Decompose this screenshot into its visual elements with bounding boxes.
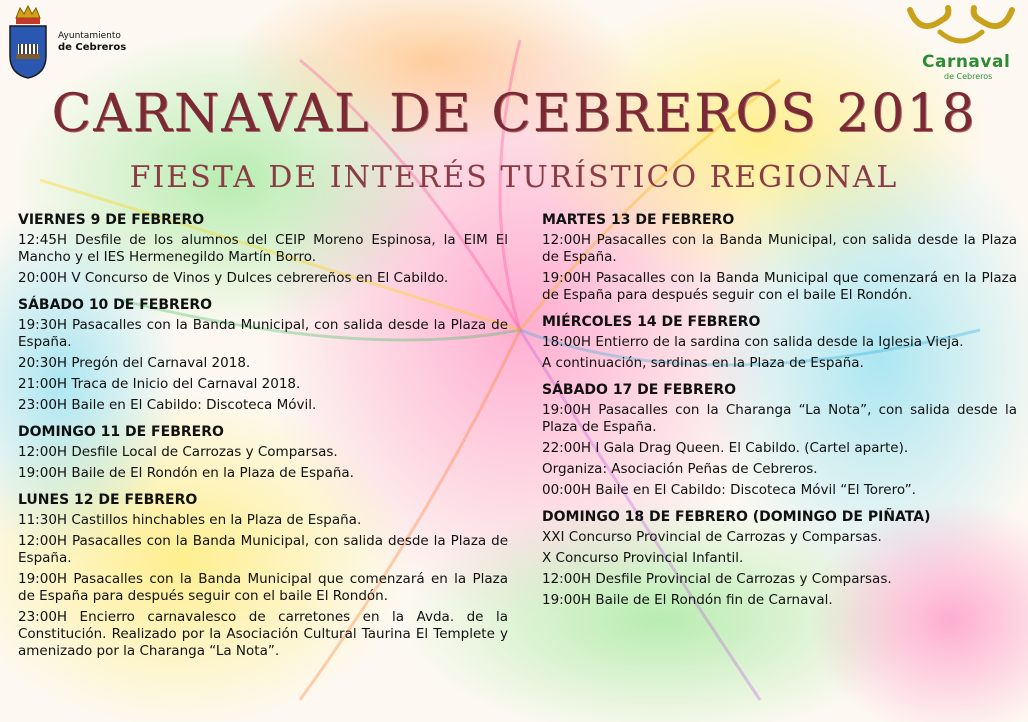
day-block [542, 212, 1017, 304]
event-item: 12:00H Pasacalles con la Banda Municipal, con salida desde la Plaza de España. [542, 232, 1017, 265]
event-item: 12:00H Desfile Local de Carrozas y Comparsas. [18, 444, 338, 460]
day-block [18, 492, 508, 660]
event-item: 12:00H Pasacalles con la Banda Municipal, con salida desde la Plaza de España. [18, 533, 508, 566]
logo-subtitle: de Cebreros [944, 72, 993, 81]
day-heading: MARTES 13 DE FEBRERO [542, 212, 735, 228]
event-item: 19:00H Baile de El Rondón fin de Carnaval. [542, 592, 833, 608]
event-item: 19:00H Baile de El Rondón en la Plaza de España. [18, 465, 354, 481]
day-heading: VIERNES 9 DE FEBRERO [18, 212, 205, 228]
event-item: 22:00H I Gala Drag Queen. El Cabildo. (Cartel aparte). [542, 440, 909, 456]
event-item: 19:30H Pasacalles con la Banda Municipal, con salida desde la Plaza de España. [18, 317, 508, 350]
day-heading: SÁBADO 10 DE FEBRERO [18, 297, 213, 313]
schedule-left-column [18, 212, 508, 670]
event-item: 18:00H Entierro de la sardina con salida desde la Iglesia Vieja. [542, 334, 964, 350]
event-item: 12:45H Desfile de los alumnos del CEIP Moreno Espinosa, la EIM El Mancho y el IES Hermenegildo Martín Borro. [18, 232, 508, 265]
coat-of-arms-icon [8, 4, 48, 80]
org-line-1: Ayuntamiento [58, 31, 121, 41]
day-block [542, 314, 1017, 372]
mask-icon [900, 2, 1022, 52]
org-line-2: de Cebreros [58, 42, 127, 53]
event-item: 21:00H Traca de Inicio del Carnaval 2018. [18, 376, 301, 392]
event-item: 23:00H Baile en El Cabildo: Discoteca Móvil. [18, 397, 317, 413]
day-heading: DOMINGO 18 DE FEBRERO (DOMINGO DE PIÑATA) [542, 509, 931, 525]
day-block [18, 212, 508, 287]
event-item: 11:30H Castillos hinchables en la Plaza de España. [18, 512, 362, 528]
day-block [542, 509, 1017, 609]
day-heading: DOMINGO 11 DE FEBRERO [18, 424, 224, 440]
event-item: 23:00H Encierro carnavalesco de carretones en la Avda. de la Constitución. Realizado por la Asociación Cultural Taurina El Templete y amenizado por la Charanga “La Nota”. [18, 609, 508, 659]
event-item: 00:00H Baile en El Cabildo: Discoteca Móvil “El Torero”. [542, 482, 916, 498]
day-block [18, 424, 508, 482]
event-item: 19:00H Pasacalles con la Charanga “La Nota”, con salida desde la Plaza de España. [542, 402, 1017, 435]
logo-title: Carnaval [922, 52, 1011, 72]
event-item: 19:00H Pasacalles con la Banda Municipal que comenzará en la Plaza de España para después seguir con el baile El Rondón. [18, 571, 508, 604]
municipality-name [58, 30, 126, 54]
event-item: 19:00H Pasacalles con la Banda Municipal que comenzará en la Plaza de España para después seguir con el baile El Rondón. [542, 270, 1017, 303]
event-item: 12:00H Desfile Provincial de Carrozas y Comparsas. [542, 571, 892, 587]
event-item: 20:00H V Concurso de Vinos y Dulces cebrereños en El Cabildo. [18, 270, 449, 286]
day-heading: LUNES 12 DE FEBRERO [18, 492, 198, 508]
page-title: CARNAVAL DE CEBREROS 2018 [51, 84, 977, 144]
day-block [18, 297, 508, 414]
day-heading: SÁBADO 17 DE FEBRERO [542, 382, 737, 398]
event-item: X Concurso Provincial Infantil. [542, 550, 744, 566]
day-heading: MIÉRCOLES 14 DE FEBRERO [542, 314, 761, 330]
event-item: Organiza: Asociación Peñas de Cebreros. [542, 461, 818, 477]
day-block [542, 382, 1017, 499]
event-item: A continuación, sardinas en la Plaza de España. [542, 355, 864, 371]
event-item: XXI Concurso Provincial de Carrozas y Comparsas. [542, 529, 882, 545]
schedule-right-column [542, 212, 1017, 619]
event-item: 20:30H Pregón del Carnaval 2018. [18, 355, 251, 371]
page-subtitle: FIESTA DE INTERÉS TURÍSTICO REGIONAL [129, 160, 899, 195]
carnival-logo [900, 2, 1022, 88]
